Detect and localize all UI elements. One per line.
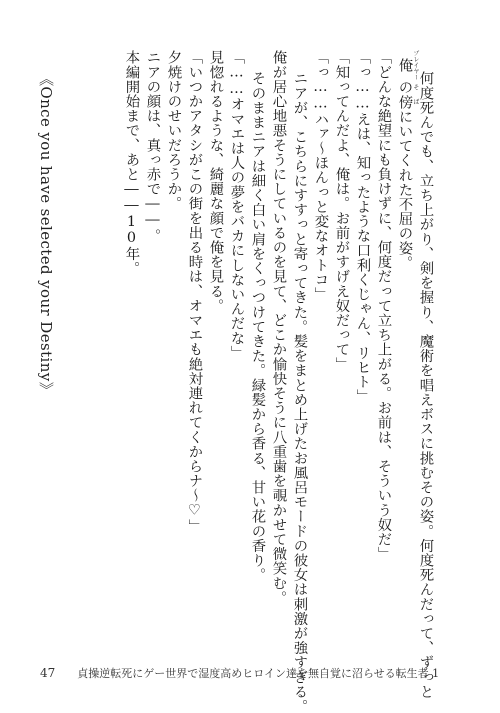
text-line-9: そのままニアは細く白い肩をくっつけてきた。緑髪から香る、甘い花の香り。 xyxy=(249,71,266,582)
book-title: 貞操逆転死にゲー世界で湿度高めヒロイン達を無自覚に沼らせる転生者 1 xyxy=(77,667,440,680)
text-line-5: 「知ってんだよ、俺は。お前がすげえ奴だって」 xyxy=(333,50,350,372)
text-line-2: 俺 プレイヤーの傍 そばにいてくれた不屈の姿。 xyxy=(396,50,419,270)
text-line-12: 「いつかアタシがこの街を出る時は、オマエも絶対連れてくからナ～♡」 xyxy=(186,50,203,534)
page-footer xyxy=(40,665,439,681)
text-line-7: ニアが、こちらにすすっと寄ってきた。髪をまとめ上げたお風呂モードの彼女は刺激が強すぎる。 xyxy=(291,71,308,713)
text-line-11: 見惚れるような、綺麗な顔で俺を見る。 xyxy=(207,50,224,313)
text-line-8: 俺が居心地悪そうにしているのを見て、どこか愉快そうに八重歯を覗かせて微笑む。 xyxy=(270,50,287,605)
text-line-6: 「っ……ハァ～ほんっと変なオトコ」 xyxy=(312,50,329,302)
text-line-15: 本編開始まで、あと――10年。 xyxy=(123,50,140,276)
text-line-4: 「っ……えは、知ったような口利くじゃん、リヒト」 xyxy=(354,50,371,404)
text-line-10: 「……オマエは人の夢をバカにしないんだな」 xyxy=(228,50,245,360)
page-number: 47 xyxy=(40,666,56,680)
ruby-ore: 俺 プレイヤー xyxy=(396,50,419,80)
text-line-3: 「どんな絶望にも負けずに、何度だって立ち上がる。お前は、そういう奴だ」 xyxy=(375,50,392,561)
chapter-heading: 《Once you have selected your Destiny》 xyxy=(37,71,55,398)
ruby-soba: の傍 そば xyxy=(396,79,419,110)
text-line-14: ニアの顔は、真っ赤で――。 xyxy=(144,50,161,243)
text-line-13: 夕焼けのせいだろうか。 xyxy=(165,50,182,211)
text-line-1: 何度死んでも、立ち上がり、剣を握り、魔術を唱えボスに挑むその姿。何度死んだって、ずっと xyxy=(417,71,434,699)
